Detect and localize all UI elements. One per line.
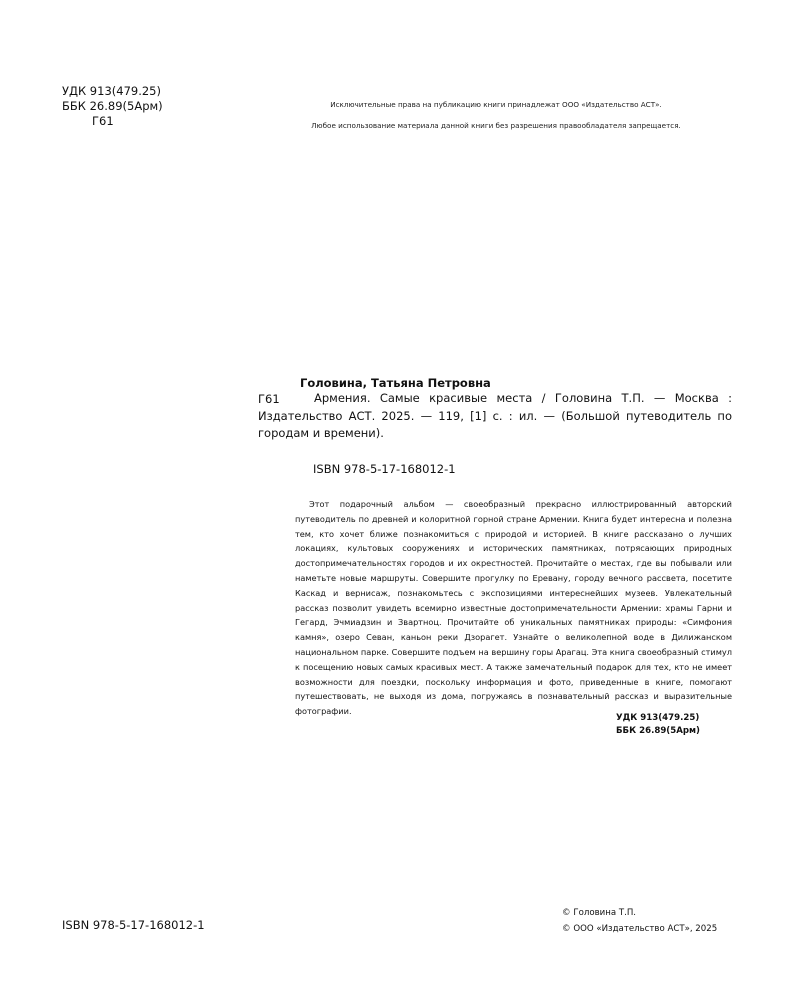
footer-isbn: ISBN 978-5-17-168012-1: [62, 918, 205, 932]
annotation-codes: [616, 712, 700, 738]
annotation-bbk: ББК 26.89(5Арм): [616, 726, 700, 736]
udk-code: УДК 913(479.25): [62, 84, 161, 98]
copyright-block: [562, 906, 717, 937]
catalog-mark: Г61: [258, 392, 280, 406]
copyright-author: © Головина Т.П.: [562, 908, 637, 918]
author-mark: Г61: [92, 114, 114, 128]
top-classification: [62, 84, 163, 129]
bbk-code: ББК 26.89(5Арм): [62, 99, 163, 113]
rights-notice-2: Любое использование материала данной книги без разрешения правообладателя запрещается.: [311, 121, 681, 130]
catalog-isbn: ISBN 978-5-17-168012-1: [313, 462, 456, 476]
rights-notice-1: Исключительные права на публикацию книги принадлежат ООО «Издательство АСТ».: [330, 100, 662, 109]
copyright-publisher: © ООО «Издательство АСТ», 2025: [562, 923, 718, 934]
catalog-author: Головина, Татьяна Петровна: [300, 376, 491, 390]
catalog-entry: [258, 390, 732, 443]
annotation-text: Этот подарочный альбом — своеобразный прекрасно иллюстрированный авторский путеводитель по древней и колоритной горной стране Армении. Книга будет интересна и полезна тем, кто хочет ближе познакомиться с природой и историей. В книге рассказано о лучших локациях, культовых сооружениях и исторических памятниках, потрясающих природных достопримечательностях городов и их окрестностей. Прочитайте о местах, где вы побывали или наметьте новые маршруты. Совершите прогулку по Еревану, городу вечного рассвета, посетите Каскад и вернисаж, познакомьтесь с экспозициями интереснейших музеев. Увлекательный рассказ позволит увидеть всемирно известные достопримечательности Армении: храмы Гарни и Гегард, Эчмиадзин и Звартноц. Прочитайте об уникальных памятниках природы: «Симфония камня», озеро Севан, каньон реки Дзорагет. Узнайте о великолепной воде в Дилижанском национальном парке. Совершите подъем на вершину горы Арагац. Эта книга своеобразный стимул к посещению новых самых красивых мест. А также замечательный подарок для тех, кто не имеет возможности для поездки, поскольку информация и фото, приведенные в книге, помогают путешествовать, не выходя из дома, погружаясь в познавательный рассказ и выразительные фотографии.: [295, 499, 732, 717]
catalog-description: Армения. Самые красивые места / Головина Т.П. — Москва : Издательство АСТ. 2025. — 119, [1] с. : ил. — (Большой путеводитель по городам и времени).: [258, 391, 732, 440]
annotation-udk: УДК 913(479.25): [616, 713, 700, 723]
